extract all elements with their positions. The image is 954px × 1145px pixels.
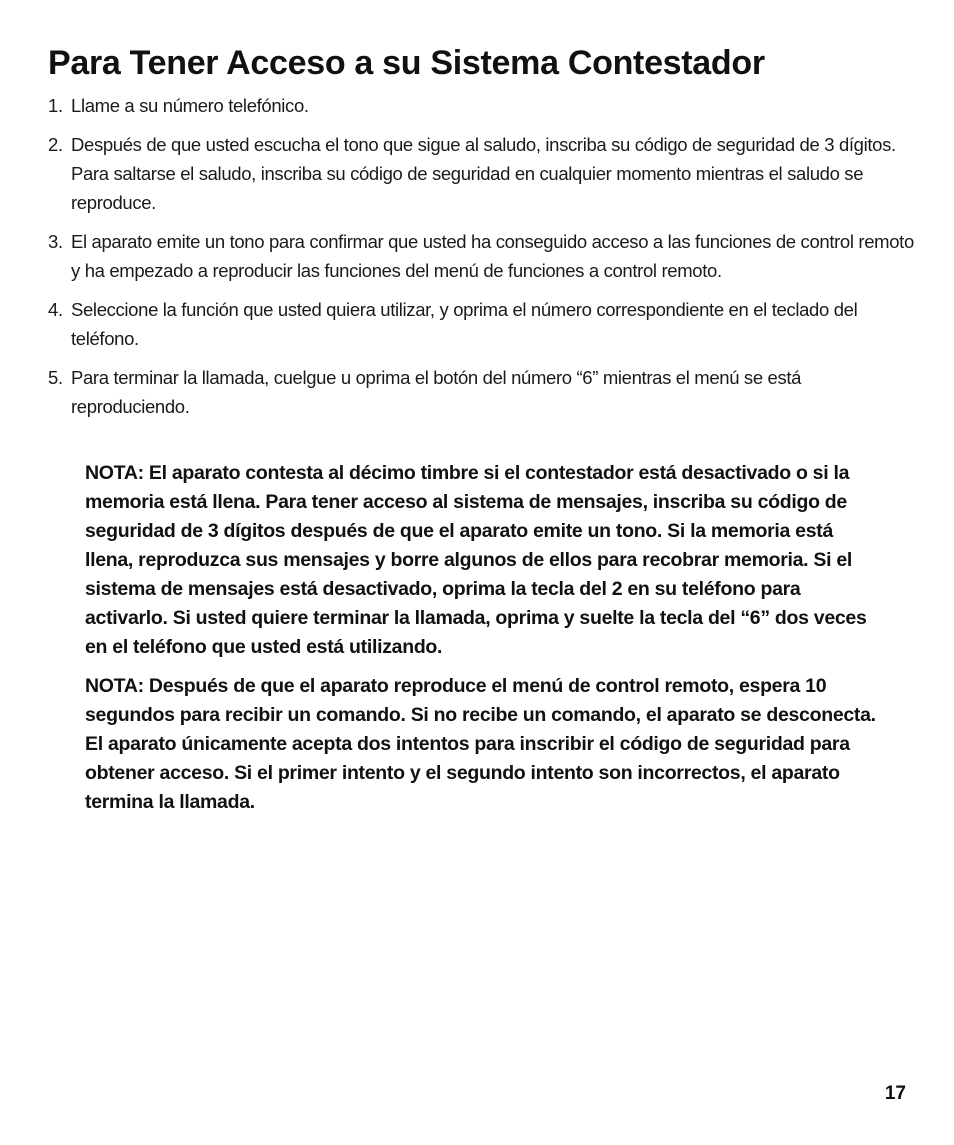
list-item <box>48 91 916 120</box>
list-item <box>48 227 916 285</box>
list-item <box>48 295 916 353</box>
note-paragraph: NOTA: El aparato contesta al décimo timbre si el contestador está desactivado o si la memoria está llena. Para tener acceso al sistema de mensajes, inscriba su código de seguridad de 3 dígitos después de que el aparato emite un tono. Si la memoria está llena, reproduzca sus mensajes y borre algunos de ellos para recobrar memoria. Si el sistema de mensajes está desactivado, oprima la tecla del 2 en su teléfono para activarlo. Si usted quiere terminar la llamada, oprima y suelte la tecla del “6” dos veces en el teléfono que usted está utilizando. <box>85 462 867 658</box>
step-number: 4. <box>48 299 63 320</box>
step-number: 1. <box>48 95 63 116</box>
page-number: 17 <box>884 1083 906 1104</box>
step-text: El aparato emite un tono para confirmar que usted ha conseguido acceso a las funciones de control remoto y ha empezado a reproducir las funciones del menú de funciones a control remoto. <box>71 231 914 281</box>
page-title: Para Tener Acceso a su Sistema Contestador <box>48 44 765 82</box>
steps-list <box>48 91 916 431</box>
list-item <box>48 363 916 421</box>
step-number: 5. <box>48 367 63 388</box>
step-number: 3. <box>48 231 63 252</box>
notes-block <box>85 459 885 827</box>
step-text: Llame a su número telefónico. <box>71 95 309 116</box>
step-text: Para terminar la llamada, cuelgue u oprima el botón del número “6” mientras el menú se está reproduciendo. <box>71 367 802 417</box>
step-number: 2. <box>48 134 63 155</box>
step-text: Después de que usted escucha el tono que sigue al saludo, inscriba su código de seguridad de 3 dígitos. Para saltarse el saludo, inscriba su código de seguridad en cualquier momento mientras el saludo se reproduce. <box>71 134 896 213</box>
step-text: Seleccione la función que usted quiera utilizar, y oprima el número correspondiente en el teclado del teléfono. <box>71 299 858 349</box>
note-paragraph: NOTA: Después de que el aparato reproduce el menú de control remoto, espera 10 segundos para recibir un comando. Si no recibe un comando, el aparato se desconecta. El aparato únicamente acepta dos intentos para inscribir el código de seguridad para obtener acceso. Si el primer intento y el segundo intento son incorrectos, el aparato termina la llamada. <box>85 675 876 813</box>
list-item <box>48 130 916 217</box>
